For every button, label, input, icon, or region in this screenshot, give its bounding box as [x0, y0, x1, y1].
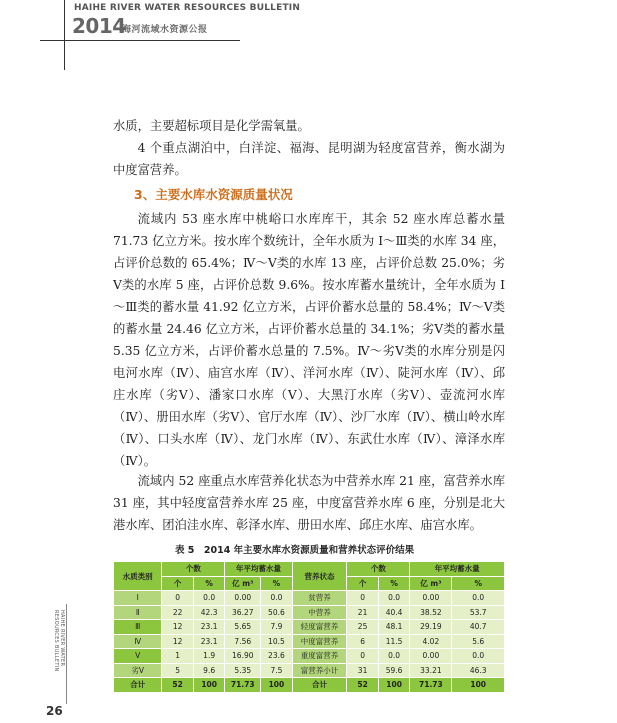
cell-pct: 23.1: [193, 620, 225, 635]
total-count-2: 52: [347, 678, 379, 693]
header-storage-2: 年平均蓄水量: [410, 562, 505, 577]
table-row: [114, 620, 505, 635]
cell-storage-pct: 0.0: [261, 591, 293, 606]
cell-class: Ⅳ: [114, 634, 162, 649]
cell-storage-pct-2: 0.0: [452, 591, 505, 606]
paragraph-3: [113, 470, 505, 536]
cell-class: Ⅰ: [114, 591, 162, 606]
cell-storage: 7.56: [225, 634, 261, 649]
cell-count-2: 6: [347, 634, 379, 649]
page-number: 26: [46, 704, 63, 718]
cell-storage: 16.90: [225, 649, 261, 664]
cell-state: 贫营养: [292, 591, 347, 606]
total-pct: 100: [193, 678, 225, 693]
cell-storage-pct-2: 5.6: [452, 634, 505, 649]
cell-count-2: 31: [347, 663, 379, 678]
unit-count: 个: [162, 576, 194, 591]
cell-pct: 9.6: [193, 663, 225, 678]
paragraph-3-text: 流域内 52 座重点水库营养化状态为中营养水库 21 座，富营养水库 31 座，其中轻度富营养水库 25 座，中度富营养水库 6 座，分别是北大港水库、团泊洼水库、彰泽水库、册田水库、邱庄水库、庙宫水库。: [113, 474, 505, 532]
side-vertical-title: HAIHE RIVER WATER RESOURCES BULLETIN: [53, 610, 65, 672]
cell-pct: 0.0: [193, 591, 225, 606]
cell-storage: 36.27: [225, 605, 261, 620]
cell-state: 富营养小计: [292, 663, 347, 678]
unit-pct-2: %: [261, 576, 293, 591]
cell-pct: 23.1: [193, 634, 225, 649]
total-state: 合计: [292, 678, 347, 693]
total-storage: 71.73: [225, 678, 261, 693]
table-row: [114, 649, 505, 664]
table-row: [114, 591, 505, 606]
side-rule: [66, 604, 67, 704]
total-storage-pct: 100: [261, 678, 293, 693]
header-vertical-rule: [64, 0, 65, 70]
cell-storage-pct-2: 40.7: [452, 620, 505, 635]
cell-storage-2: 4.02: [410, 634, 452, 649]
cell-storage-pct: 7.5: [261, 663, 293, 678]
total-class: 合计: [114, 678, 162, 693]
header-year: 2014: [72, 14, 126, 38]
table-total-row: [114, 678, 505, 693]
cell-count-2: 25: [347, 620, 379, 635]
table-row: [114, 605, 505, 620]
cell-pct-2: 48.1: [378, 620, 410, 635]
header-state: 营养状态: [292, 562, 347, 591]
section-title: 3、主要水库水资源质量状况: [134, 187, 293, 202]
unit-storage: 亿 m³: [225, 576, 261, 591]
header-count: 个数: [162, 562, 225, 577]
cell-pct: 1.9: [193, 649, 225, 664]
paragraph-0: [113, 115, 505, 137]
unit-storage-2: 亿 m³: [410, 576, 452, 591]
cell-class: Ⅱ: [114, 605, 162, 620]
cell-count: 5: [162, 663, 194, 678]
table-row: [114, 663, 505, 678]
total-storage-pct-2: 100: [452, 678, 505, 693]
paragraph-2: [113, 208, 505, 472]
table-caption: 表 5 2014 年主要水库水资源质量和营养状态评价结果: [175, 545, 415, 556]
cell-count: 12: [162, 634, 194, 649]
paragraph-1: [113, 137, 505, 181]
header-horizontal-rule: [40, 40, 240, 41]
cell-count-2: 21: [347, 605, 379, 620]
cell-count: 0: [162, 591, 194, 606]
cell-storage-pct: 7.9: [261, 620, 293, 635]
cell-storage-2: 0.00: [410, 591, 452, 606]
total-count: 52: [162, 678, 194, 693]
cell-pct-2: 0.0: [378, 649, 410, 664]
unit-count-2: 个: [347, 576, 379, 591]
unit-pct: %: [193, 576, 225, 591]
cell-state: 轻度富营养: [292, 620, 347, 635]
paragraph-1-text: 4 个重点湖泊中，白洋淀、福海、昆明湖为轻度富营养，衡水湖为中度富营养。: [113, 141, 505, 177]
cell-count: 1: [162, 649, 194, 664]
header-class: 水质类别: [114, 562, 162, 591]
cell-storage-2: 29.19: [410, 620, 452, 635]
cell-pct-2: 0.0: [378, 591, 410, 606]
cell-state: 重度富营养: [292, 649, 347, 664]
cell-storage-pct-2: 46.3: [452, 663, 505, 678]
cell-storage-2: 38.52: [410, 605, 452, 620]
cell-class: Ⅴ: [114, 649, 162, 664]
cell-storage-2: 0.00: [410, 649, 452, 664]
cell-storage: 5.35: [225, 663, 261, 678]
header-english-title: HAIHE RIVER WATER RESOURCES BULLETIN: [74, 3, 301, 13]
cell-storage: 0.00: [225, 591, 261, 606]
cell-count-2: 0: [347, 591, 379, 606]
cell-count-2: 0: [347, 649, 379, 664]
header-count-2: 个数: [347, 562, 410, 577]
cell-count: 12: [162, 620, 194, 635]
paragraph-0-text: 水质，主要超标项目是化学需氧量。: [113, 119, 310, 133]
cell-storage-2: 33.21: [410, 663, 452, 678]
cell-storage-pct: 50.6: [261, 605, 293, 620]
cell-state: 中营养: [292, 605, 347, 620]
unit-pct-4: %: [452, 576, 505, 591]
unit-pct-3: %: [378, 576, 410, 591]
cell-class: Ⅲ: [114, 620, 162, 635]
cell-storage-pct-2: 53.7: [452, 605, 505, 620]
cell-pct-2: 40.4: [378, 605, 410, 620]
paragraph-2-text: 流域内 53 座水库中桃峪口水库库干，其余 52 座水库总蓄水量 71.73 亿立方米。按水库个数统计，全年水质为 Ⅰ～Ⅲ类的水库 34 座，占评价总数的 65.4%；Ⅳ～Ⅴ类的水库 13 座，占评价总数 25.0%；劣Ⅴ类的水库 5 座，占评价总数 9.6%。按水库蓄水量统计，全年水质为 Ⅰ～Ⅲ类的蓄水量 41.92 亿立方米，占评价蓄水总量的 58.4%；Ⅳ～Ⅴ类的蓄水量 24.46 亿立方米，占评价蓄水总量的 34.1%；劣Ⅴ类的蓄水量 5.35 亿立方米，占评价蓄水总量的 7.5%。Ⅳ～劣Ⅴ类的水库分别是闪电河水库（Ⅳ）、庙宫水库（Ⅳ）、洋河水库（Ⅳ）、陡河水库（Ⅳ）、邱庄水库（劣Ⅴ）、潘家口水库（Ⅴ）、大黑汀水库（劣Ⅴ）、壶流河水库（Ⅳ）、册田水库（劣Ⅴ）、官厅水库（Ⅳ）、沙厂水库（Ⅳ）、横山岭水库（Ⅳ）、口头水库（Ⅳ）、龙门水库（Ⅳ）、东武仕水库（Ⅳ）、漳泽水库（Ⅳ）。: [113, 212, 505, 468]
cell-pct: 42.3: [193, 605, 225, 620]
cell-storage: 5.65: [225, 620, 261, 635]
reservoir-quality-table: [113, 561, 505, 693]
cell-storage-pct-2: 0.0: [452, 649, 505, 664]
cell-pct-2: 59.6: [378, 663, 410, 678]
cell-storage-pct: 23.6: [261, 649, 293, 664]
total-storage-2: 71.73: [410, 678, 452, 693]
cell-state: 中度富营养: [292, 634, 347, 649]
header-chinese-title: 海河流域水资源公报: [122, 25, 208, 35]
total-pct-2: 100: [378, 678, 410, 693]
cell-count: 22: [162, 605, 194, 620]
header-storage: 年平均蓄水量: [225, 562, 292, 577]
cell-class: 劣Ⅴ: [114, 663, 162, 678]
cell-pct-2: 11.5: [378, 634, 410, 649]
table-row: [114, 634, 505, 649]
cell-storage-pct: 10.5: [261, 634, 293, 649]
table-header-row-1: [114, 562, 505, 577]
